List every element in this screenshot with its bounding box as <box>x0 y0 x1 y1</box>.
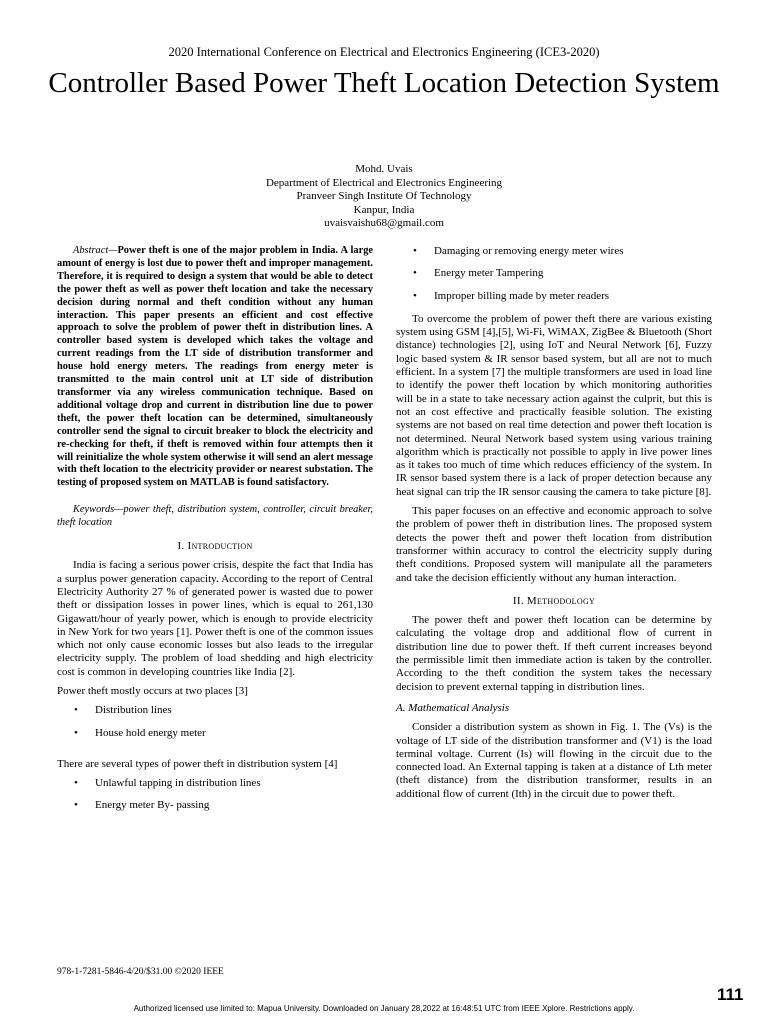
author-email: uvaisvaishu68@gmail.com <box>324 217 444 229</box>
author-block <box>0 163 768 231</box>
abstract-lead: Abstract— <box>73 245 118 256</box>
bullet-icon: • <box>413 245 417 257</box>
bullet-icon: • <box>74 799 78 812</box>
bullet-icon: • <box>74 777 78 790</box>
isbn-footer: 978-1-7281-5846-4/20/$31.00 ©2020 IEEE <box>57 967 224 977</box>
intro-paragraph: There are several types of power theft in distribution system [4] <box>57 757 338 770</box>
license-notice: Authorized licensed use limited to: Mapua University. Downloaded on January 28,2022 at 16:48:51 UTC from IEEE Xplore. Restrictions apply. <box>133 1004 635 1013</box>
abstract <box>57 245 373 490</box>
theft-places-list <box>57 704 373 740</box>
method-paragraph: The power theft and power theft location can be determine by calculating the voltage drop and additional flow of current in distribution line due to power theft. If theft current increases beyond the permissible limit then immediate action is taken by the controller. According to the theft condition the system takes the necessary decision to prevent external tapping in distribution lines. <box>396 614 712 693</box>
intro-paragraph: Power theft mostly occurs at two places [3] <box>57 685 248 697</box>
paper-title: Controller Based Power Theft Location Detection System <box>48 67 720 99</box>
left-column <box>57 245 373 823</box>
keywords: Keywords—power theft, distribution system, controller, circuit breaker, theft location <box>57 504 373 529</box>
intro-paragraph: To overcome the problem of power theft there are various existing system using GSM [4],[5], Wi-Fi, WiMAX, ZigBee & Bluetooth (Short distance) technologies [2], using IoT and Neural Network [6], Fuzzy logic based system & IR sensor based system, but all are not to much efficient. In a system [7] the multiple transformers are used in load line to identify the power theft location by which monitoring authorities will be in a state to take necessary action against the culprit, but this is not an cost effective and practically feasible solution. The existing systems are not based on real time detection and power theft location is not determined. Neural Network based system using various training algorithm which is practically not possible to apply in live power lines as it takes too much of time which reduces efficiency of the system. In IR sensor based system there is a lack of proper detection because any heat signal can trip the IR sensor causing the camera to take picture [8]. <box>396 312 712 498</box>
conference-header: 2020 International Conference on Electrical and Electronics Engineering (ICE3-2020) <box>168 45 600 59</box>
list-item: • Improper billing made by meter readers <box>413 289 610 302</box>
list-item: • Energy meter Tampering <box>413 267 544 280</box>
right-column <box>396 245 712 807</box>
author-city: Kanpur, India <box>353 203 415 216</box>
author-name: Mohd. Uvais <box>355 163 413 175</box>
bullet-icon: • <box>413 289 417 302</box>
intro-paragraph: This paper focuses on an effective and economic approach to solve the problem of power theft in distribution lines. The proposed system detects the power theft and power theft location from distribution transformer within accuracy to control the electricity supply during theft conditions. Proposed system will manipulate all the parameters and take the decision efficiently without any human interaction. <box>396 505 712 584</box>
list-item: • House hold energy meter <box>74 726 206 739</box>
bullet-icon: • <box>74 704 78 717</box>
section-heading-introduction: I. Introduction <box>177 540 253 553</box>
page-number: 111 <box>717 985 744 1004</box>
list-item: • Energy meter By- passing <box>74 799 210 812</box>
list-item: • Damaging or removing energy meter wires <box>413 245 624 257</box>
theft-types-list-continued <box>396 245 712 303</box>
method-paragraph: Consider a distribution system as shown in Fig. 1. The (Vs) is the voltage of LT side of the distribution transformer and (V1) is the load terminal voltage. Current (Is) will flowing in the circuit due to the connected load. An External tapping is taken at a distance of Lth meter (theft distance) from the distribution transformer, results in an additional flow of current (Ith) in the circuit due to power theft. <box>396 721 712 800</box>
bullet-icon: • <box>74 726 78 739</box>
list-item: • Unlawful tapping in distribution lines <box>74 777 261 790</box>
section-heading-methodology: II. Methodology <box>512 594 596 607</box>
theft-types-list <box>57 777 373 813</box>
list-item: • Distribution lines <box>74 704 172 717</box>
subsection-heading: A. Mathematical Analysis <box>396 701 510 714</box>
intro-paragraph: India is facing a serious power crisis, despite the fact that India has a surplus power generation capacity. According to the report of Central Electricity Authority 27 % of generated power is wasted due to power theft or dissipation losses in power lines, which is equal to 261,130 Gigawatt/hour of yearly power, which is enough to provide electricity in New York for two years [1]. Power theft is one of the common issues which not only cause economic losses but also leads to the irregular electricity supply. The problem of load shedding and high electricity cost is common in developing countries like India [2]. <box>57 559 373 678</box>
author-department: Department of Electrical and Electronics Engineering <box>265 176 503 189</box>
bullet-icon: • <box>413 267 417 280</box>
abstract-body: Power theft is one of the major problem in India. A large amount of energy is lost due to power theft and improper management. Therefore, it is required to design a system that would be able to detect the power theft as well as power theft location and take the necessary decision during normal and theft condition without any human interaction. This paper presents an efficient and cost effective approach to solve the problem of power theft in distribution lines. A controller based system is developed which takes the voltage and current readings from the LT side of distribution transformer and house hold energy meters. The readings from energy meter is transmitted to the main control unit at LT side of distribution transformer via any wireless communication technique. Based on additional voltage drop and current in distribution line due to power theft, the power theft location can be determined, simultaneously controller send the signal to circuit breaker to block the electricity and re-checking for theft, if theft is removed within four attempts then it will reinitialize the whole system otherwise it will send an alert message with theft location to the electricity provider or nearest substation. The testing of proposed system on MATLAB is found satisfactory. <box>57 245 373 489</box>
author-institute: Pranveer Singh Institute Of Technology <box>296 190 472 202</box>
